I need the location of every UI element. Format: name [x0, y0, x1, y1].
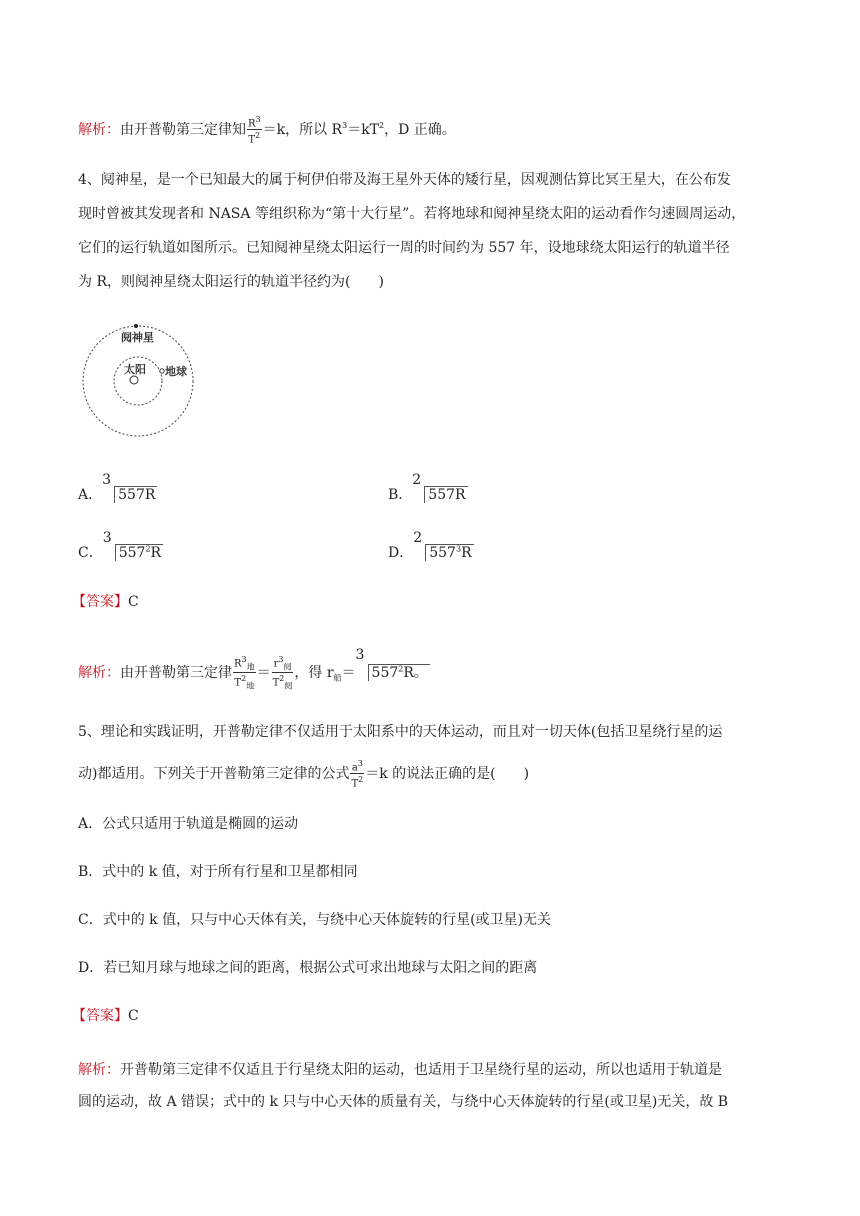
q4-option-c[interactable]: C． 3 $557^2R$ — [78, 530, 162, 561]
analysis-label: 解析： — [78, 1062, 120, 1078]
analysis-label: 解析： — [78, 121, 120, 138]
fraction-eris: $\frac{r^3_阋}{T^2_阋}$ — [272, 655, 293, 691]
earth-dot — [160, 369, 164, 373]
q4-line-4: 为 R，则阋神星绕太阳运行的轨道半径约为( ) — [78, 274, 384, 290]
q4-option-b[interactable]: B． 2 557R — [388, 472, 466, 503]
q4-line-3: 它们的运行轨道如图所示。已知阋神星绕太阳运行一周的时间约为 557 年，设地球绕太阳运行的轨道半径 — [78, 240, 730, 256]
q5-answer — [72, 1006, 139, 1026]
answer-value: C — [128, 1008, 139, 1024]
eris-label: 阋神星 — [121, 331, 154, 344]
eris-dot — [134, 324, 138, 328]
sun-label: 太阳 — [124, 363, 146, 376]
sun-icon — [130, 376, 138, 384]
fraction-earth: $\frac{R^3_地}{T^2_地}$ — [234, 655, 255, 691]
prev-analysis-line: 解析：由开普勒第三定律知 $\frac{R^3}{T^2}$ ＝k，所以 $R^3=kT^2$，D 正确。 — [78, 115, 456, 146]
q5-line-1: 5、理论和实践证明，开普勒定律不仅适用于太阳系中的天体运动，而且对一切天体(包括卫星绕行星的运 — [78, 724, 723, 740]
q5-option-c[interactable]: C．式中的 k 值，只与中心天体有关，与绕中心天体旋转的行星(或卫星)无关 — [78, 912, 552, 928]
q4-answer — [72, 592, 139, 612]
q5-analysis-line-1: 解析：开普勒第三定律不仅适且于行星绕太阳的运动，也适用于卫星绕行星的运动，所以也适用于轨道是 — [78, 1062, 722, 1078]
orbit-diagram — [78, 320, 202, 442]
q4-option-d[interactable]: D． 2 $557^3R$ — [388, 530, 472, 561]
q5-option-a[interactable]: A．公式只适用于轨道是椭圆的运动 — [78, 816, 299, 832]
kepler-formula: $\frac{a^3}{T^2}$ — [351, 759, 364, 790]
q4-line-2: 现时曾被其发现者和 NASA 等组织称为“第十大行星”。若将地球和阋神星绕太阳的运动看作匀速圆周运动， — [78, 206, 746, 222]
answer-label: 【答案】 — [72, 594, 128, 610]
q5-option-d[interactable]: D．若已知月球与地球之间的距离，根据公式可求出地球与太阳之间的距离 — [78, 960, 538, 976]
answer-label: 【答案】 — [72, 1008, 128, 1024]
q4-line-1: 4、阋神星，是一个已知最大的属于柯伊伯带及海王星外天体的矮行星，因观测估算比冥王星大，在公布发 — [78, 172, 731, 188]
earth-label: 地球 — [165, 365, 187, 378]
q4-analysis: 解析：由开普勒第三定律 $\frac{R^3_地}{T^2_地}$ ＝ $\frac{r^3_阋}{T^2_阋}$ ，得 $r_船=$ 3 $557^2R$。 — [78, 647, 428, 691]
answer-value: C — [128, 594, 139, 610]
q5-option-b[interactable]: B．式中的 k 值，对于所有行星和卫星都相同 — [78, 864, 358, 880]
q5-analysis-line-2: 圆的运动，故 A 错误；式中的 k 只与中心天体的质量有关，与绕中心天体旋转的行星(或卫星)无关，故 B — [78, 1094, 729, 1110]
q4-option-a[interactable]: A． 3 557R — [78, 472, 156, 503]
kepler-fraction: $\frac{R^3}{T^2}$ — [248, 115, 261, 146]
q5-line-2: 动)都适用。下列关于开普勒第三定律的公式 $\frac{a^3}{T^2}$ ＝k 的说法正确的是( ) — [78, 759, 530, 790]
analysis-label: 解析： — [78, 664, 120, 681]
